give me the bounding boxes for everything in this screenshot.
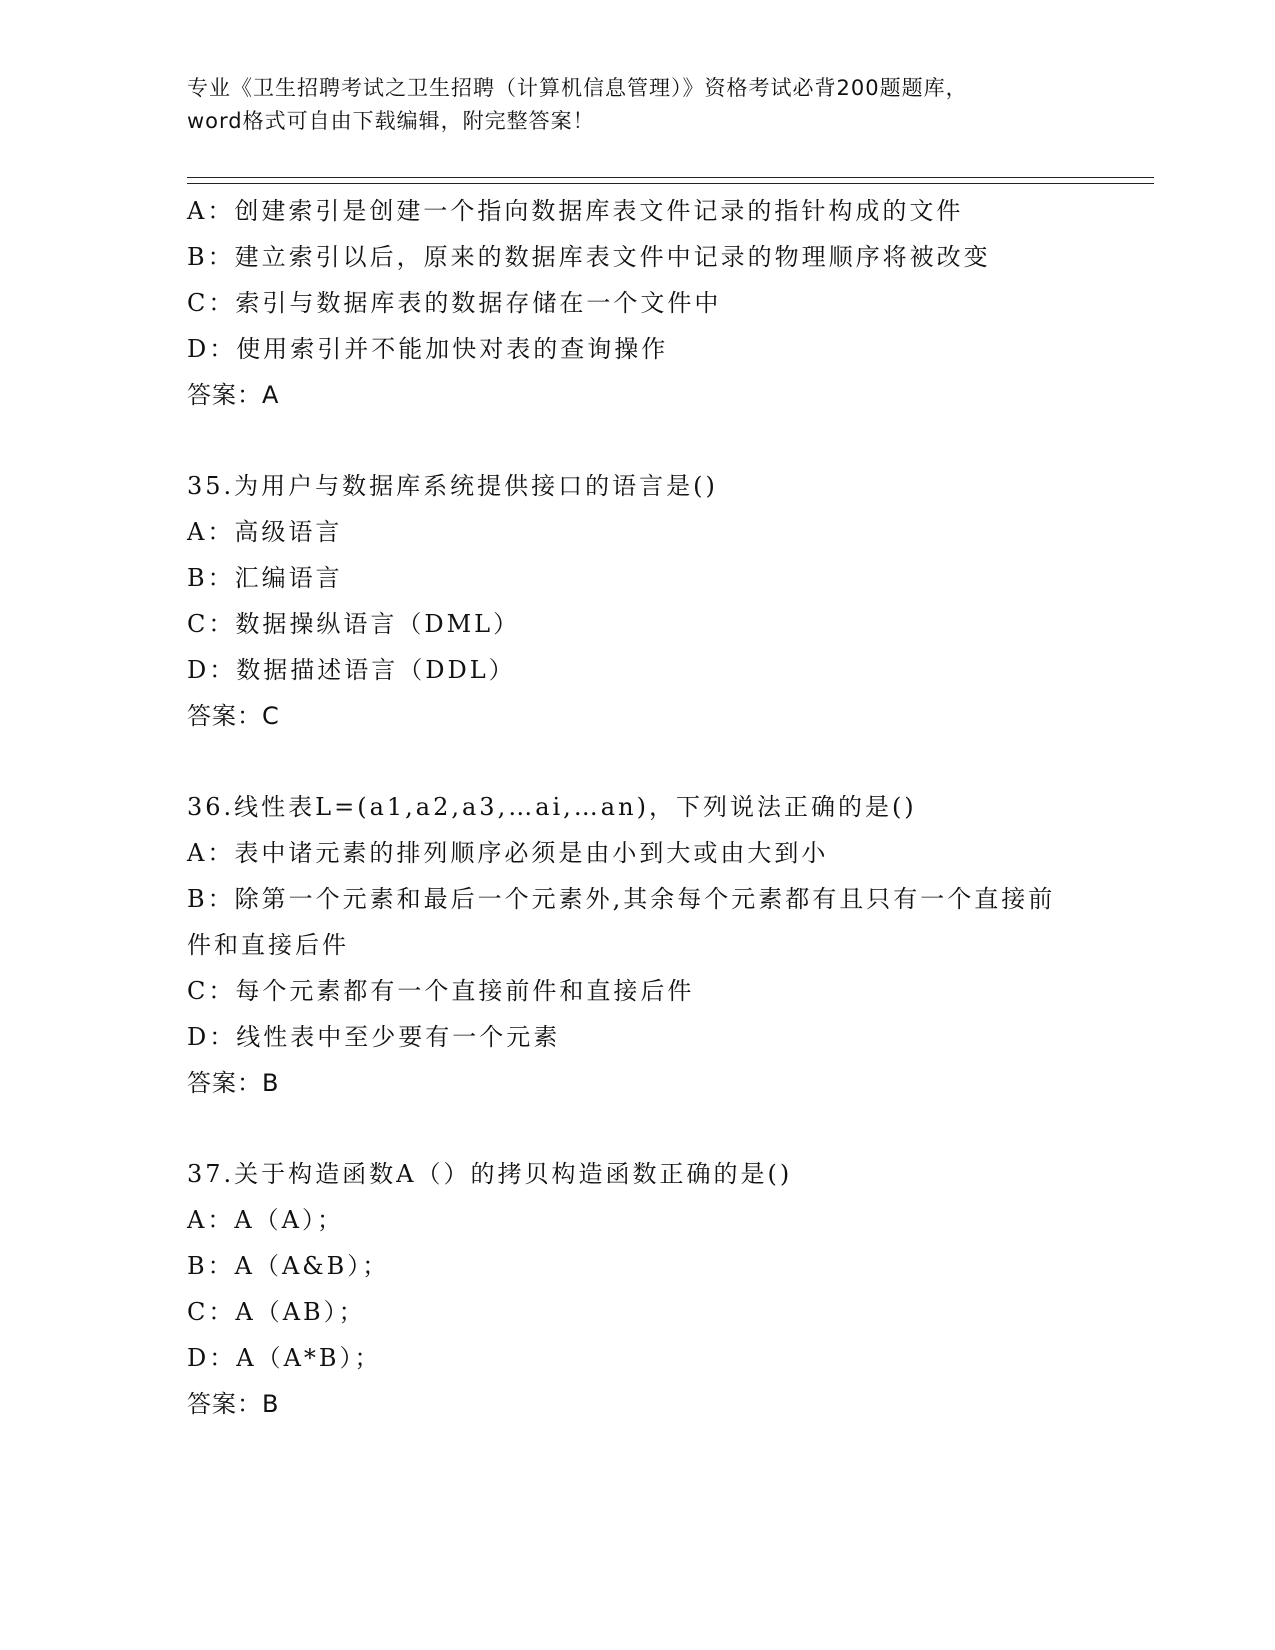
header-rule-top xyxy=(187,177,1154,178)
question-block xyxy=(187,784,1077,1106)
option-d: D：线性表中至少要有一个元素 xyxy=(187,1023,561,1051)
option-a: A：A（A）； xyxy=(187,1206,344,1234)
header-rule-bottom xyxy=(187,183,1154,184)
option-a: A：表中诸元素的排列顺序必须是由小到大或由大到小 xyxy=(187,839,829,867)
option-b: B：建立索引以后，原来的数据库表文件中记录的物理顺序将被改变 xyxy=(187,243,991,271)
option-c: C：数据操纵语言（DML） xyxy=(187,610,521,638)
question-text: 36.线性表L=(a1,a2,a3,…ai,…an)，下列说法正确的是() xyxy=(187,793,917,821)
option-c: C：每个元素都有一个直接前件和直接后件 xyxy=(187,977,695,1005)
header-line-2: word格式可自由下载编辑，附完整答案！ xyxy=(187,109,595,133)
question-block xyxy=(187,188,1077,418)
option-a: A：高级语言 xyxy=(187,518,343,546)
answer-line: 答案：C xyxy=(187,702,280,730)
question-text: 35.为用户与数据库系统提供接口的语言是() xyxy=(187,472,718,500)
option-b: B：A（A&B）； xyxy=(187,1252,390,1280)
question-text: 37.关于构造函数A（）的拷贝构造函数正确的是() xyxy=(187,1160,793,1188)
question-list xyxy=(187,188,1077,1427)
option-d: D：A（A*B）； xyxy=(187,1344,382,1372)
question-block xyxy=(187,463,1077,739)
option-c: C：索引与数据库表的数据存储在一个文件中 xyxy=(187,289,722,317)
document-header xyxy=(187,72,1087,138)
option-c: C：A（AB）； xyxy=(187,1298,366,1326)
header-line-1: 专业《卫生招聘考试之卫生招聘（计算机信息管理）》资格考试必背200题题库， xyxy=(187,76,968,100)
option-d: D：使用索引并不能加快对表的查询操作 xyxy=(187,335,669,363)
option-b: B：除第一个元素和最后一个元素外,其余每个元素都有且只有一个直接前件和直接后件 xyxy=(187,885,1056,959)
answer-line: 答案：B xyxy=(187,1390,280,1418)
option-b: B：汇编语言 xyxy=(187,564,343,592)
option-d: D：数据描述语言（DDL） xyxy=(187,656,516,684)
option-a: A：创建索引是创建一个指向数据库表文件记录的指针构成的文件 xyxy=(187,197,964,225)
answer-line: 答案：A xyxy=(187,381,280,409)
question-block xyxy=(187,1151,1077,1427)
answer-line: 答案：B xyxy=(187,1069,280,1097)
